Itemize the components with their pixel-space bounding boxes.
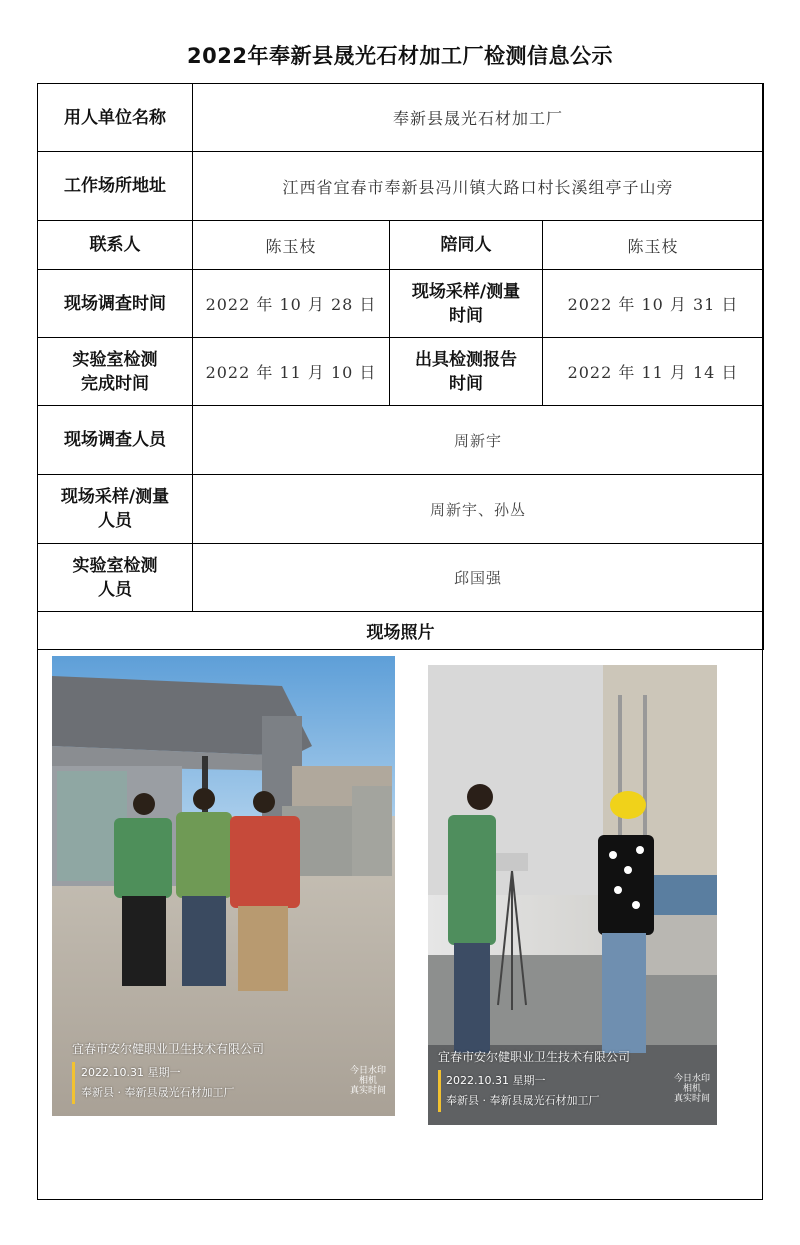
lab-staff-label (38, 544, 193, 612)
photo-1-stamp-line3: 真实时间 (349, 1086, 386, 1096)
lab-done-value: 2022 年 11 月 10 日 (193, 338, 390, 406)
site-photo-1 (52, 656, 395, 1116)
row-survey-time (38, 270, 764, 338)
info-table (37, 83, 764, 650)
survey-time-label: 现场调查时间 (38, 270, 193, 338)
row-address (38, 152, 764, 221)
photo-1-stamp-line2: 相机 (358, 1076, 377, 1086)
escort-label: 陪同人 (390, 221, 543, 270)
row-contact (38, 221, 764, 270)
sampling-time-label-line2: 时间 (449, 305, 483, 326)
lab-staff-label-line1: 实验室检测 (72, 555, 158, 576)
photo-2-stamp-line3: 真实时间 (673, 1094, 710, 1104)
contact-value: 陈玉枝 (193, 221, 390, 270)
photo-2-watermark-bar (438, 1070, 441, 1112)
lab-done-label-line2: 完成时间 (81, 373, 149, 394)
site-photo-2 (428, 665, 717, 1125)
photo-1-watermark-bar (72, 1062, 75, 1104)
sampler-label-line2: 人员 (98, 511, 132, 531)
report-time-label-line1: 出具检测报告 (415, 349, 517, 370)
lab-done-label (38, 338, 193, 406)
row-photos-header (38, 612, 764, 650)
address-value: 江西省宜春市奉新县冯川镇大路口村长溪组亭子山旁 (193, 152, 764, 221)
surveyor-value: 周新宇 (193, 406, 764, 475)
row-lab-staff (38, 544, 764, 612)
sampling-time-label-line1: 现场采样/测量 (411, 281, 521, 302)
report-time-label-line2: 时间 (449, 373, 483, 394)
address-label: 工作场所地址 (38, 152, 193, 221)
photo-2-stamp-line2: 相机 (682, 1084, 701, 1094)
photo-2-stamp-line1: 今日水印 (673, 1074, 710, 1084)
row-lab-done (38, 338, 764, 406)
photo-1-watermark-datetime: 2022.10.31 星期一 (81, 1066, 181, 1079)
photos-label: 现场照片 (38, 612, 764, 650)
lab-staff-label-line2: 人员 (98, 579, 132, 600)
photo-2-watermark-stamp (670, 1074, 714, 1104)
sampler-label (38, 475, 193, 544)
photo-2-watermark-datetime: 2022.10.31 星期一 (446, 1074, 546, 1087)
lab-done-label-line1: 实验室检测 (72, 349, 158, 370)
photo-1-watermark-company: 宜春市安尔健职业卫生技术有限公司 (72, 1042, 265, 1056)
sampler-label-line1: 现场采样/测量 (60, 487, 170, 507)
photo-1-stamp-line1: 今日水印 (349, 1066, 386, 1076)
photo-1-watermark-stamp (346, 1066, 390, 1096)
employer-value: 奉新县晟光石材加工厂 (193, 84, 764, 152)
photo-1-watermark-location: 奉新县 · 奉新县晟光石材加工厂 (81, 1086, 235, 1099)
sampler-value: 周新宇、孙丛 (193, 475, 764, 544)
page-title: 2022年奉新县晟光石材加工厂检测信息公示 (187, 44, 613, 68)
surveyor-label: 现场调查人员 (38, 406, 193, 475)
employer-label: 用人单位名称 (38, 84, 193, 152)
sampling-time-value: 2022 年 10 月 31 日 (543, 270, 764, 338)
row-employer (38, 84, 764, 152)
sampling-time-label (390, 270, 543, 338)
row-surveyor (38, 406, 764, 475)
escort-value: 陈玉枝 (543, 221, 764, 270)
photo-2-watermark-location: 奉新县 · 奉新县晟光石材加工厂 (446, 1094, 600, 1107)
report-time-value: 2022 年 11 月 14 日 (543, 338, 764, 406)
survey-time-value: 2022 年 10 月 28 日 (193, 270, 390, 338)
photo-2-watermark-company: 宜春市安尔健职业卫生技术有限公司 (438, 1050, 631, 1064)
contact-label: 联系人 (38, 221, 193, 270)
row-sampler (38, 475, 764, 544)
report-time-label (390, 338, 543, 406)
lab-staff-value: 邱国强 (193, 544, 764, 612)
